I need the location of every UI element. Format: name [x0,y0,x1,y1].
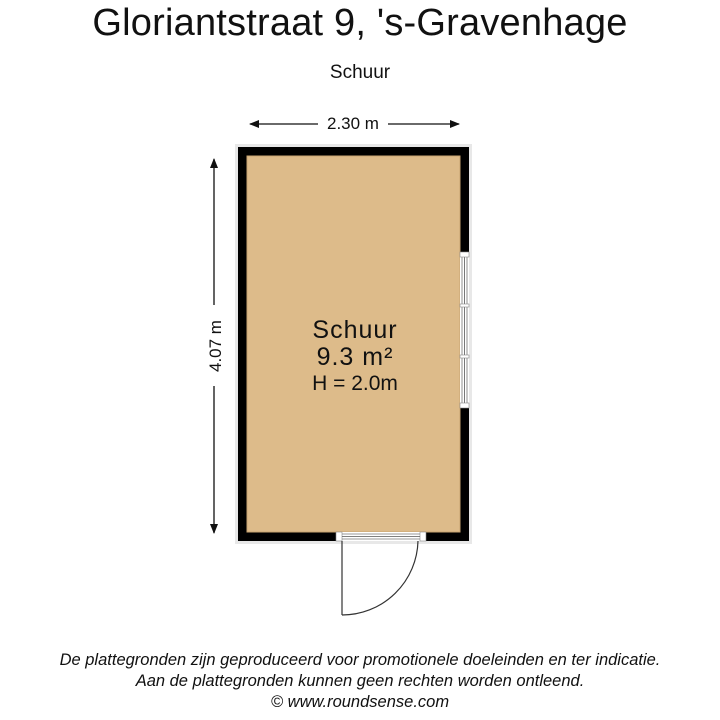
disclaimer-line-2: Aan de plattegronden kunnen geen rechten worden ontleend. [135,672,585,690]
room-name: Schuur [312,316,398,344]
room-ceiling-height: H = 2.0m [312,372,398,395]
door-swing-arc [342,541,418,615]
floor-name: Schuur [329,62,391,83]
disclaimer [0,650,720,713]
copyright-line: © www.roundsense.com [270,693,450,711]
height-dimension-label: 4.07 m [206,306,226,386]
page-title: Gloriantstraat 9, 's-Gravenhage [92,2,628,44]
disclaimer-line-1: De plattegronden zijn geproduceerd voor promotionele doeleinden en ter indicatie. [59,651,661,669]
width-dimension-label: 2.30 m [318,114,388,134]
window [460,252,469,408]
door [336,532,426,615]
room-area: 9.3 m² [316,343,394,371]
